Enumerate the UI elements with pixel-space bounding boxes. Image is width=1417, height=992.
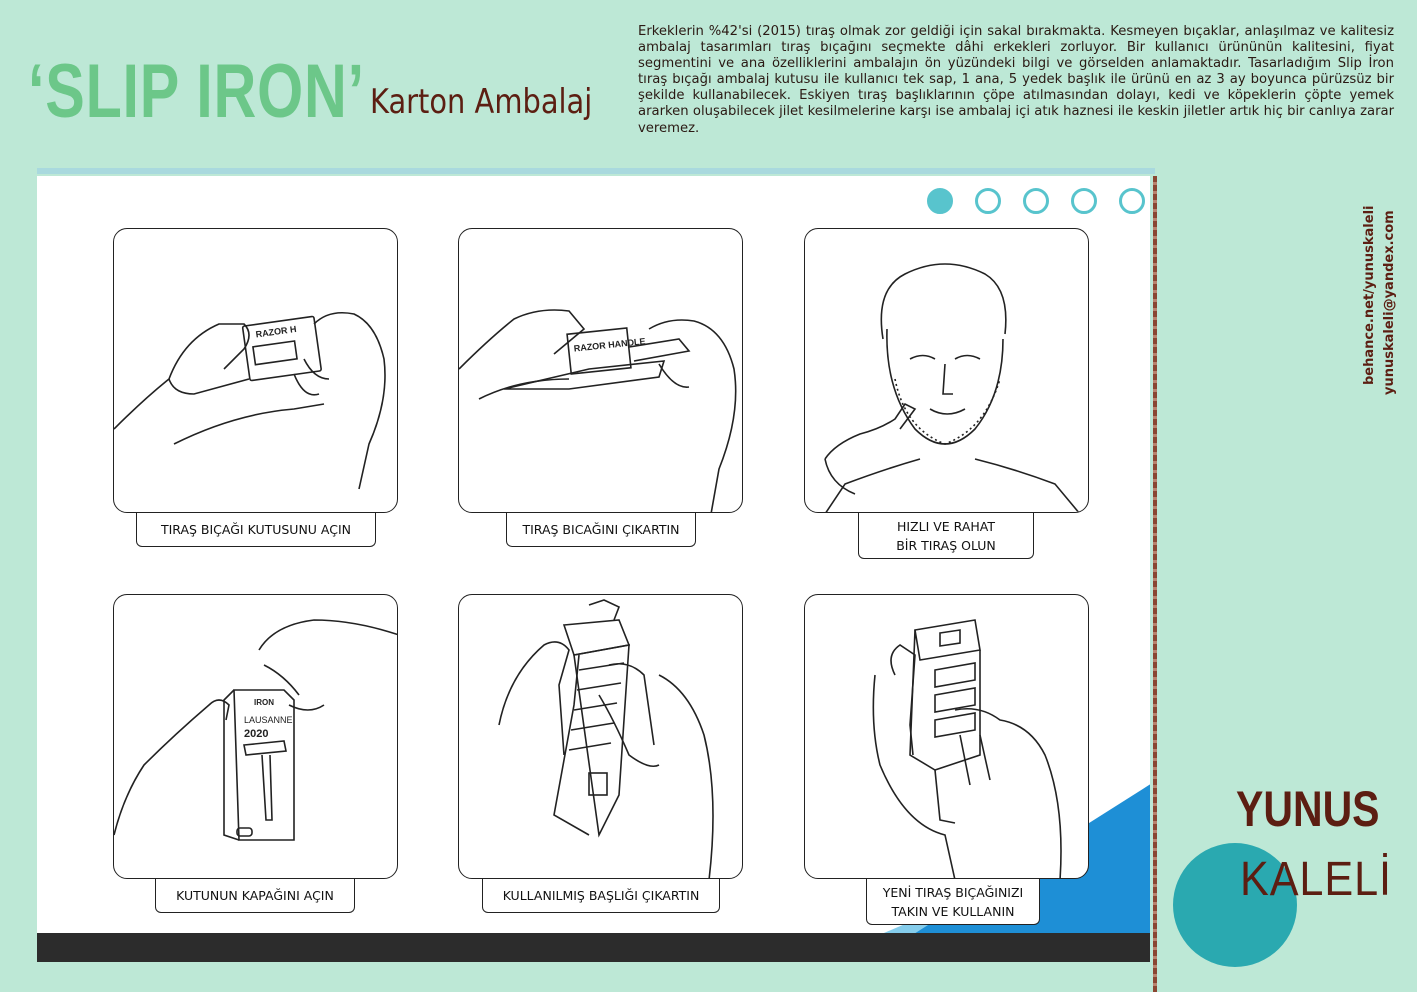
page-title: ‘SLIP IRON’	[28, 49, 365, 134]
step-caption-1	[136, 513, 376, 547]
box-model-4: LAUSANNE	[244, 715, 293, 725]
page-subtitle: Karton Ambalaj	[370, 82, 593, 122]
step-caption-text-3a: HIZLI VE RAHAT	[896, 518, 996, 534]
step-caption-text-5: KULLANILMIŞ BAŞLIĞI ÇIKARTIN	[502, 888, 700, 903]
pagination-dots	[927, 188, 1145, 214]
description-text: Erkeklerin %42'si (2015) tıraş olmak zor geldiği için sakal bırakmakta. Kesmeyen bıçaklar, anlaşılmaz ve kalitesiz ambalaj tasarımları tıraş bıçağını seçmekte dâhi erkekleri zorluyor. Bir kullanıcı ürününün kalitesini, fiyat segmentini ve ana özelliklerini ambalajın ön yüzündeki bilgi ve görselden anlamaktadır. Tasarladığım Slip İron tıraş bıçağı ambalaj kutusu ile kullanıcı tek sap, 1 ana, 5 yedek başlık ile ürünü en az 3 ay boyunca pürüzsüz bir şekilde kullanabilecek. Eskiyen tıraş başlıklarının çöpe atılmasından dolayı, kedi ve köpeklerin çöpte yemek ararken oluşabilecek jilet kesilmelerine karşı ise ambalaj içi atık haznesi ile keskin jiletler artık hiç bir canlıya zarar veremez.	[638, 24, 1394, 136]
step-caption-text-1: TIRAŞ BIÇAĞI KUTUSUNU AÇIN	[160, 522, 352, 537]
step-card-4	[113, 594, 398, 879]
step-caption-4	[155, 879, 355, 913]
email-link[interactable]: yunuskaleli@yandex.com	[1382, 210, 1397, 395]
box-label-1: RAZOR H	[255, 323, 298, 340]
box-year-4: 2020	[244, 728, 269, 740]
author-last-name: KALELİ	[1240, 853, 1392, 906]
hand-opening-lid-illustration	[114, 595, 398, 879]
step-caption-5	[482, 879, 720, 913]
step-caption-text-2: TIRAŞ BICAĞINI ÇIKARTIN	[522, 522, 680, 537]
divider-top	[37, 168, 1155, 174]
man-shaving-illustration	[805, 229, 1089, 513]
behance-link[interactable]: behance.net/yunuskaleli	[1362, 205, 1377, 385]
page-dot-2[interactable]	[975, 188, 1001, 214]
box-label-2: RAZOR HANDLE	[573, 336, 646, 354]
divider-vertical	[1153, 176, 1157, 992]
step-caption-text-4: KUTUNUN KAPAĞINI AÇIN	[176, 888, 334, 903]
panel-footer-bar	[37, 933, 1150, 962]
step-card-2	[458, 228, 743, 513]
step-caption-text-3b: BİR TIRAŞ OLUN	[896, 537, 996, 553]
step-caption-2	[506, 513, 696, 547]
step-caption-3	[858, 513, 1034, 559]
hands-opening-box-illustration	[114, 229, 398, 513]
author-first-name: YUNUS	[1236, 781, 1380, 837]
page-dot-1[interactable]	[927, 188, 953, 214]
hands-inserting-blade-illustration	[805, 595, 1089, 879]
page-dot-4[interactable]	[1071, 188, 1097, 214]
step-caption-6	[866, 879, 1040, 925]
contact-block	[1362, 185, 1402, 395]
step-card-6	[804, 594, 1089, 879]
page-dot-5[interactable]	[1119, 188, 1145, 214]
step-caption-text-6a: YENİ TIRAŞ BIÇAĞINIZI	[882, 884, 1024, 900]
page-dot-3[interactable]	[1023, 188, 1049, 214]
step-card-3	[804, 228, 1089, 513]
step-card-5	[458, 594, 743, 879]
box-brand-4: IRON	[254, 698, 274, 707]
step-card-1	[113, 228, 398, 513]
step-caption-text-6b: TAKIN VE KULLANIN	[891, 903, 1015, 919]
hands-removing-head-illustration	[459, 595, 743, 879]
hands-removing-razor-illustration	[459, 229, 743, 513]
